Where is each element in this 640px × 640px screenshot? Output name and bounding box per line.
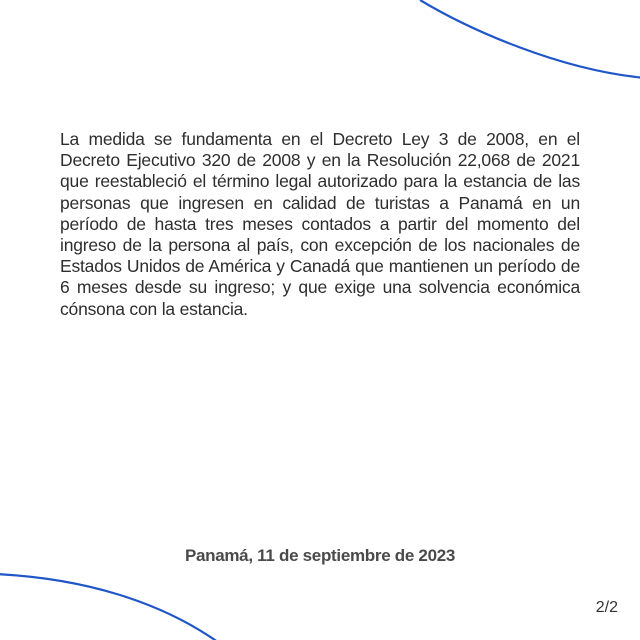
top-right-curve bbox=[420, 0, 640, 78]
body-paragraph: La medida se fundamenta en el Decreto Ley 3 de 2008, en el Decreto Ejecutivo 320 de 2008 y en la Resolución 22,068 de 2021 que reestableció el término legal autorizado para la estancia de las personas que ingresen en calidad de turistas a Panamá en un período de hasta tres meses contados a partir del momento del ingreso de la persona al país, con excepción de los nacionales de Estados Unidos de América y Canadá que mantienen un período de 6 meses desde su ingreso; y que exige una solvencia económica cónsona con la estancia. bbox=[60, 129, 580, 319]
page-number: 2/2 bbox=[595, 599, 618, 616]
date-location-line: Panamá, 11 de septiembre de 2023 bbox=[184, 546, 456, 565]
bottom-left-curve bbox=[0, 574, 222, 640]
